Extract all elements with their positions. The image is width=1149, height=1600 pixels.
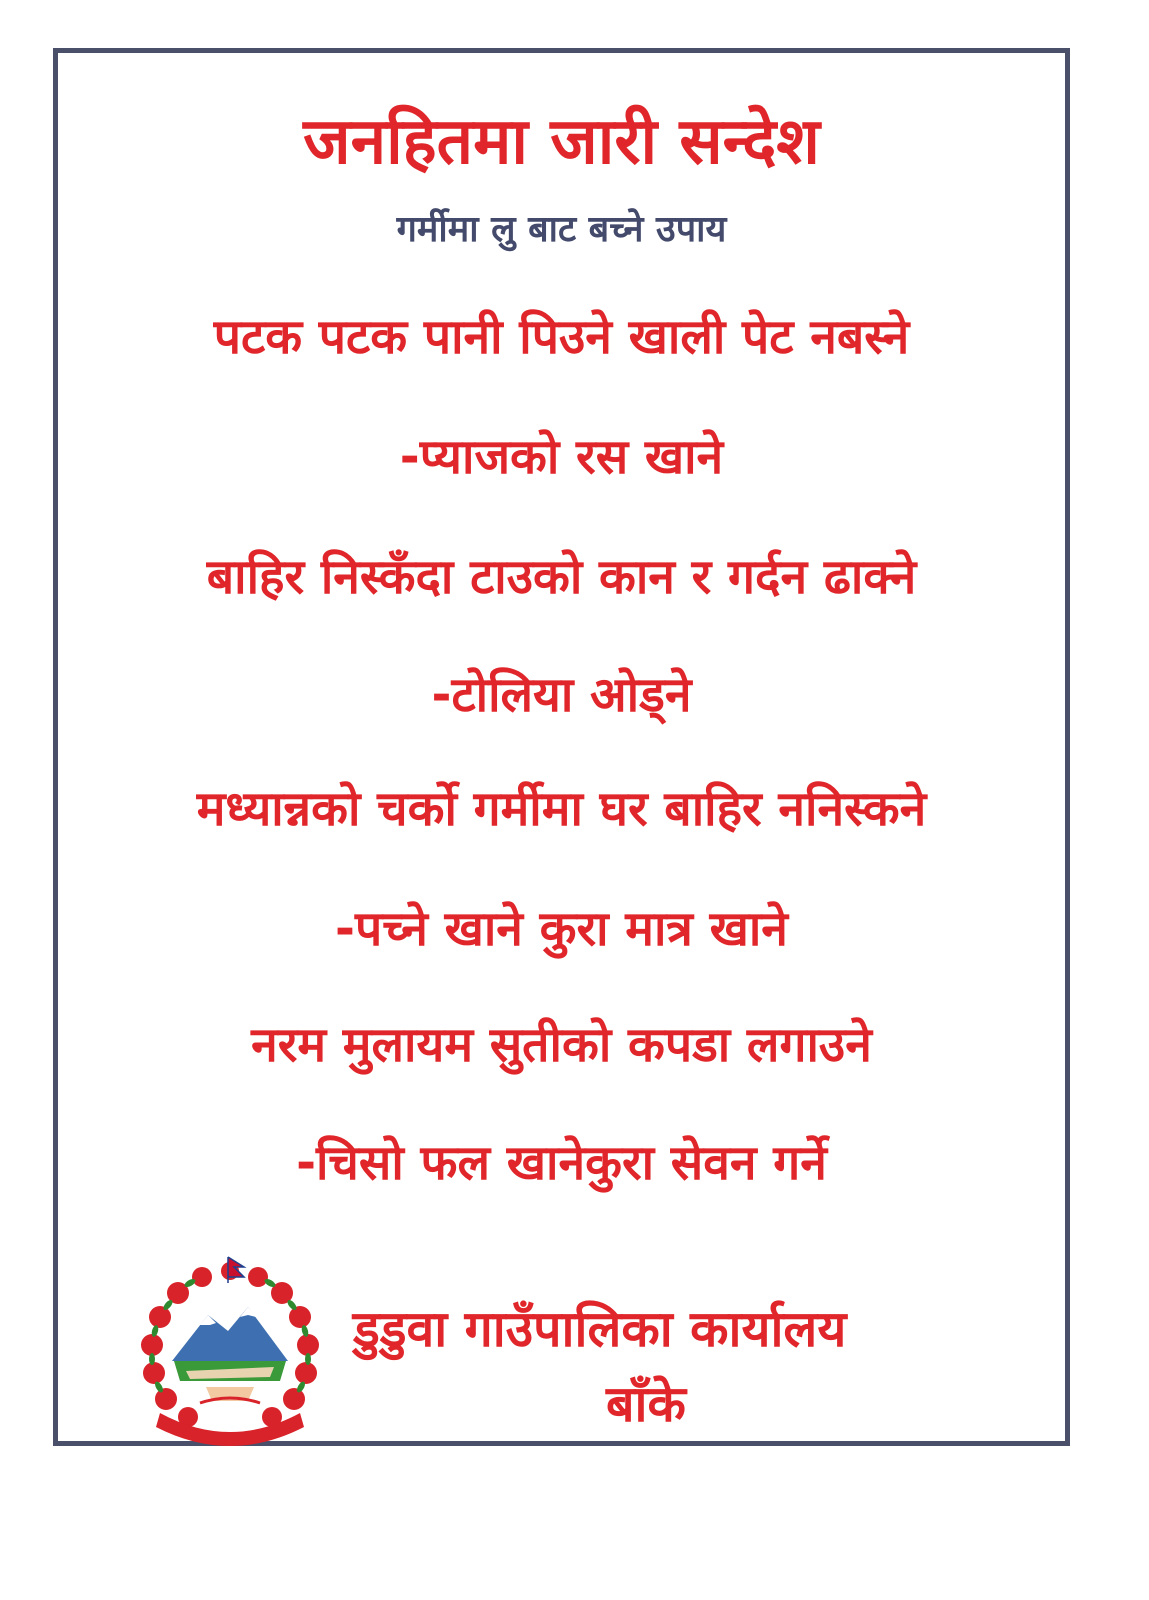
tip-line: -प्याजको रस खाने bbox=[399, 429, 724, 485]
notice-title: जनहितमा जारी सन्देश bbox=[303, 105, 820, 179]
office-name: डुडुवा गाउँपालिका कार्यालय bbox=[353, 1300, 847, 1358]
tip-line: मध्यान्नको चर्को गर्मीमा घर बाहिर ननिस्कने bbox=[196, 781, 927, 837]
district-name: बाँके bbox=[606, 1375, 686, 1433]
tip-line: बाहिर निस्कँदा टाउको कान र गर्दन ढाक्ने bbox=[206, 549, 917, 605]
notice-subtitle: गर्मीमा लु बाट बच्ने उपाय bbox=[396, 209, 727, 250]
tip-line: -पच्ने खाने कुरा मात्र खाने bbox=[335, 901, 788, 957]
tip-line: पटक पटक पानी पिउने खाली पेट नबस्ने bbox=[213, 309, 910, 365]
nepal-government-emblem-icon bbox=[130, 1253, 330, 1453]
tip-line: -चिसो फल खानेकुरा सेवन गर्ने bbox=[296, 1135, 827, 1191]
notice-frame bbox=[53, 48, 1070, 1446]
tip-line: -टोलिया ओड्ने bbox=[431, 667, 692, 723]
tip-line: नरम मुलायम सुतीको कपडा लगाउने bbox=[251, 1017, 872, 1073]
